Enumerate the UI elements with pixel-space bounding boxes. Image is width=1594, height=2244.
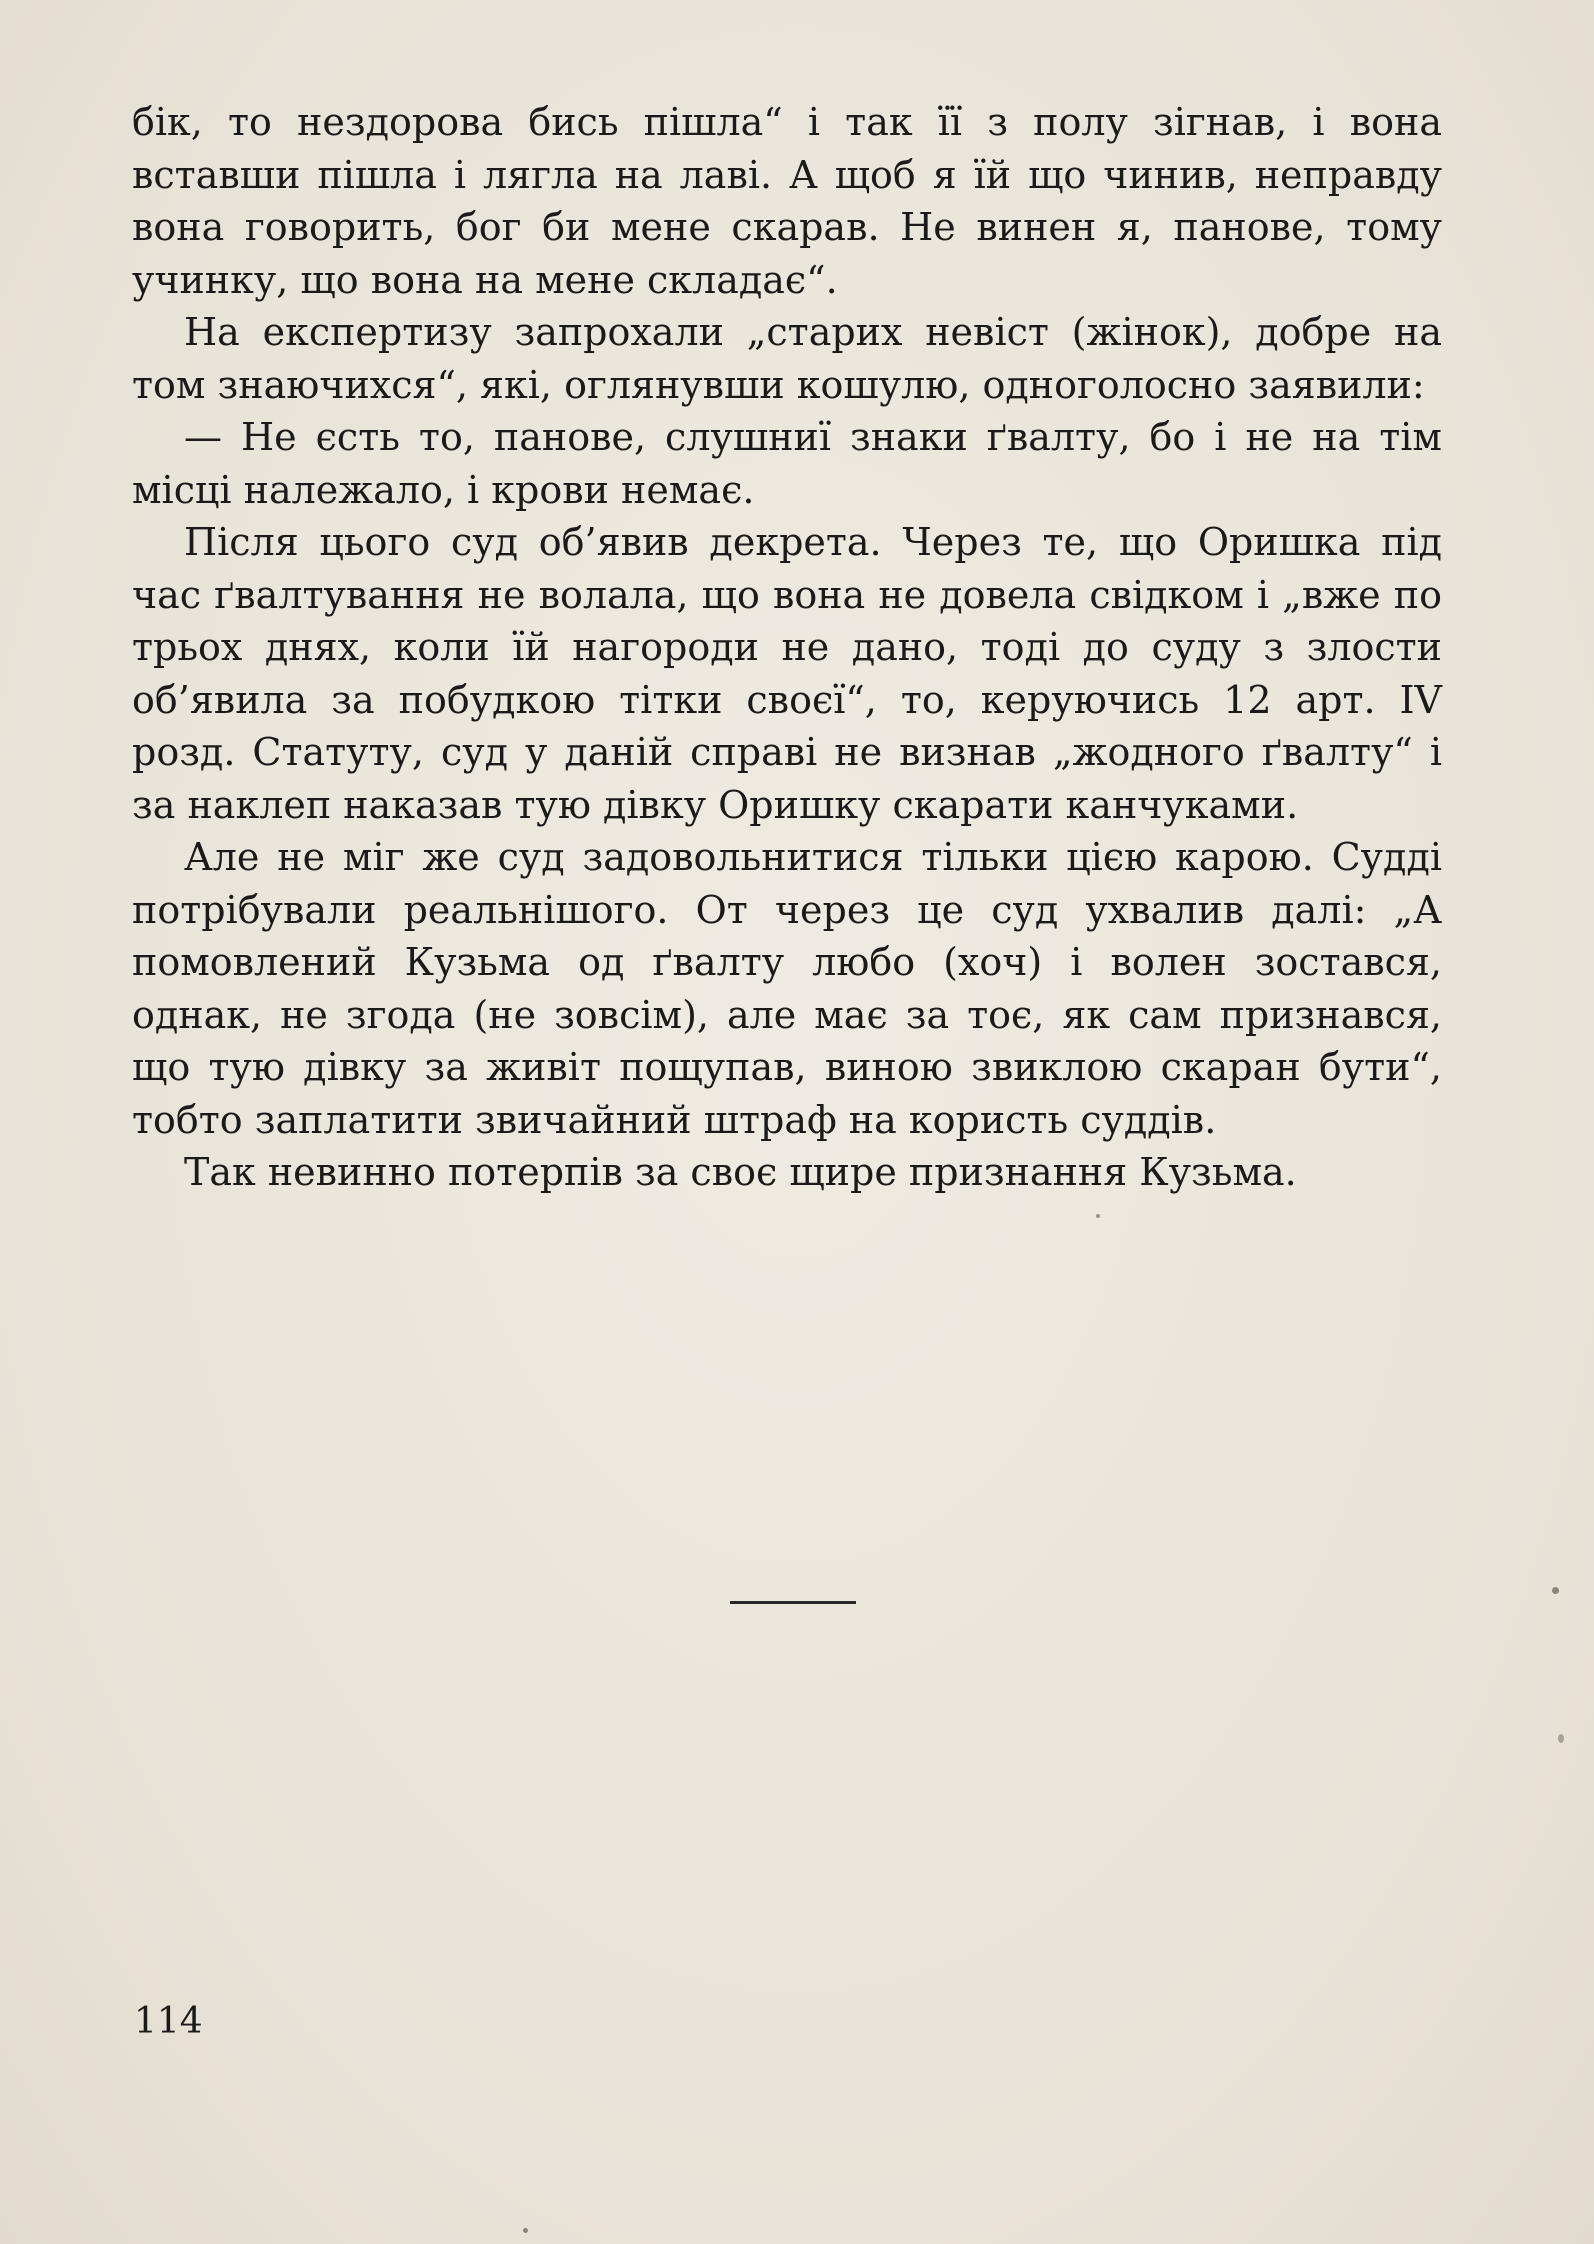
paragraph-3: — Не єсть то, панове, слушниї знаки ґвалту, бо і не на тім місці належало, і крови немає. <box>132 415 1442 512</box>
paragraph-6: Так невинно потерпів за своє щире признання Кузьма. <box>184 1150 1297 1194</box>
section-end-rule <box>730 1601 856 1604</box>
paper-speck <box>1552 1587 1559 1594</box>
main-text <box>132 96 1442 1199</box>
paragraph-1: бік, то нездорова бись пішла“ і так її з полу зігнав, і вона вставши пішла і лягла на лаві. А щоб я їй що чинив, неправду вона говорить, бог би мене скарав. Не винен я, панове, тому учинку, що вона на мене складає“. <box>132 100 1442 302</box>
paper-speck <box>1558 1734 1564 1743</box>
paper-speck <box>523 2228 528 2233</box>
paragraph-2: На експертизу запрохали „старих невіст (жінок), добре на том знаючихся“, які, оглянувши кошулю, одноголосно заявили: <box>132 310 1442 407</box>
page-number: 114 <box>134 2001 203 2042</box>
paragraph-4: Після цього суд об’явив декрета. Через те, що Оришка під час ґвалтування не волала, що вона не довела свідком і „вже по трьох днях, коли їй нагороди не дано, тоді до суду з злости об’явила за побудкою тітки своєї“, то, керуючись 12 арт. IV розд. Статуту, суд у даній справі не визнав „жодного ґвалту“ і за наклеп наказав тую дівку Оришку скарати канчуками. <box>132 520 1442 827</box>
paper-speck <box>1096 1214 1100 1218</box>
paragraph-5: Але не міг же суд задовольнитися тільки цією карою. Судді потрібували реальнішого. От через це суд ухвалив далі: „А помовлений Кузьма од ґвалту любо (хоч) і волен зостався, однак, не згода (не зовсім), але має за тоє, як сам признався, що тую дівку за живіт пощупав, виною звиклою скаран бути“, тобто заплатити звичайний штраф на користь суддів. <box>132 835 1442 1142</box>
